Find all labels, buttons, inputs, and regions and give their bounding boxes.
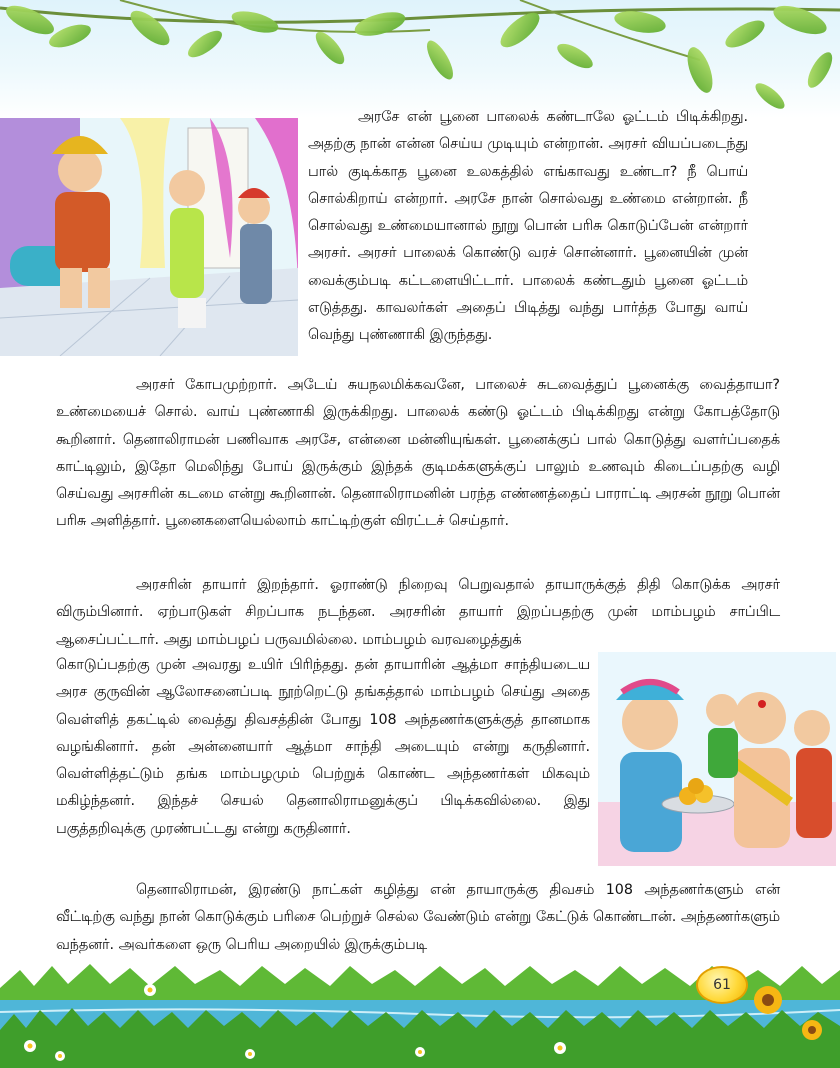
- page-number-badge: [696, 966, 748, 1004]
- king-court-illustration: [0, 118, 298, 356]
- king-court-icon: [0, 118, 298, 356]
- leaves-icon: [0, 0, 840, 118]
- top-leaves-decoration: [0, 0, 840, 118]
- paragraph-1: அரசே என் பூனை பாலைக் கண்டாலே ஓட்டம் பிடிக்கிறது. அதற்கு நான் என்ன செய்ய முடியும் என்றான். அரசர் வியப்படைந்து பால் குடிக்காத பூனை உலகத்தில் எங்காவது உண்டா? நீ பொய் சொல்கிறாய் என்றார். அரசே நான் சொல்வது உண்மை என்றான். நீ சொல்வது உண்மையானால் நூறு பொன் பரிசு கொடுப்பேன் என்றார் அரசர். அரசர் பாலைக் கொண்டு வரச் சொன்னார். பூனையின் முன் வைக்கும்படி கட்டளையிட்டார். பாலைக் கண்டதும் பூனை ஓட்டம் எடுத்தது. காவலர்கள் அதைப் பிடித்து வந்து பார்த்த போது வாய் வெந்து புண்ணாகி இருந்தது.: [308, 109, 748, 344]
- paragraph-4: தெனாலிராமன், இரண்டு நாட்கள் கழித்து என் தாயாருக்கு திவசம் 108 அந்தணர்களும் என் வீட்டிற்கு வந்து நான் கொடுக்கும் பரிசை பெற்றுச் செல்ல வேண்டும் என்று கேட்டுக் கொண்டான். அந்தணர்களும் வந்தனர். அவர்களை ஒரு பெரிய அறையில் இருக்கும்படி: [56, 882, 780, 953]
- paragraph-2: அரசர் கோபமுற்றார். அடேய் சுயநலமிக்கவனே, பாலைச் சுடவைத்துப் பூனைக்கு வைத்தாயா? உண்மையைச் சொல். வாய் புண்ணாகி இருக்கிறது. பாலைக் கண்டு ஓட்டம் பிடிக்கிறது என்று கோபத்தோடு கூறினார். தெனாலிராமன் பணிவாக அரசே, என்னை மன்னியுங்கள். பூனைக்குப் பால் கொடுத்து வளர்ப்பதைக் காட்டிலும், இதோ மெலிந்து போய் இருக்கும் இந்தக் குடிமக்களுக்குப் பாலும் உணவும் கிடைப்பதற்கு வழி செய்வது அரசரின் கடமை என்று கூறினான். தெனாலிராமனின் பரந்த எண்ணத்தைப் பாராட்டி அரசன் நூறு பொன் பரிசு அளித்தார். பூனைகளையெல்லாம் காட்டிற்குள் விரட்டச் செய்தார்.: [56, 377, 780, 530]
- paragraph-3-part-2: கொடுப்பதற்கு முன் அவரது உயிர் பிரிந்தது. தன் தாயாரின் ஆத்மா சாந்தியடைய அரச குருவின் ஆலோசனைப்படி நூற்றெட்டு தங்கத்தால் மாம்பழம் செய்து அதை வெள்ளித் தகட்டில் வைத்து திவசத்தின் போது 108 அந்தணர்களுக்குத் தானமாக வழங்கினார். தன் அன்னையார் ஆத்மா சாந்தி அடையும் என்று கருதினார். வெள்ளித்தட்டும் தங்க மாம்பழமும் பெற்றுக் கொண்ட அந்தணர்கள் மிகவும் மகிழ்ந்தனர். இந்தச் செயல் தெனாலிராமனுக்குப் பிடிக்கவில்லை. இது பகுத்தறிவுக்கு முரண்பட்டது என்று கருதினார்.: [56, 657, 590, 837]
- page-number: 61: [713, 977, 731, 993]
- paragraph-3-part-1: அரசரின் தாயார் இறந்தார். ஓராண்டு நிறைவு பெறுவதால் தாயாருக்குத் திதி கொடுக்க அரசர் விரும்பினார். ஏற்பாடுகள் சிறப்பாக நடந்தன. அரசரின் தாயார் இறப்பதற்கு முன் மாம்பழம் சாப்பிட ஆசைப்பட்டார். அது மாம்பழப் பருவமில்லை. மாம்பழம் வரவழைத்துக்: [56, 577, 780, 648]
- king-giving-mangoes-illustration: [598, 652, 836, 866]
- mango-gift-icon: [598, 652, 836, 866]
